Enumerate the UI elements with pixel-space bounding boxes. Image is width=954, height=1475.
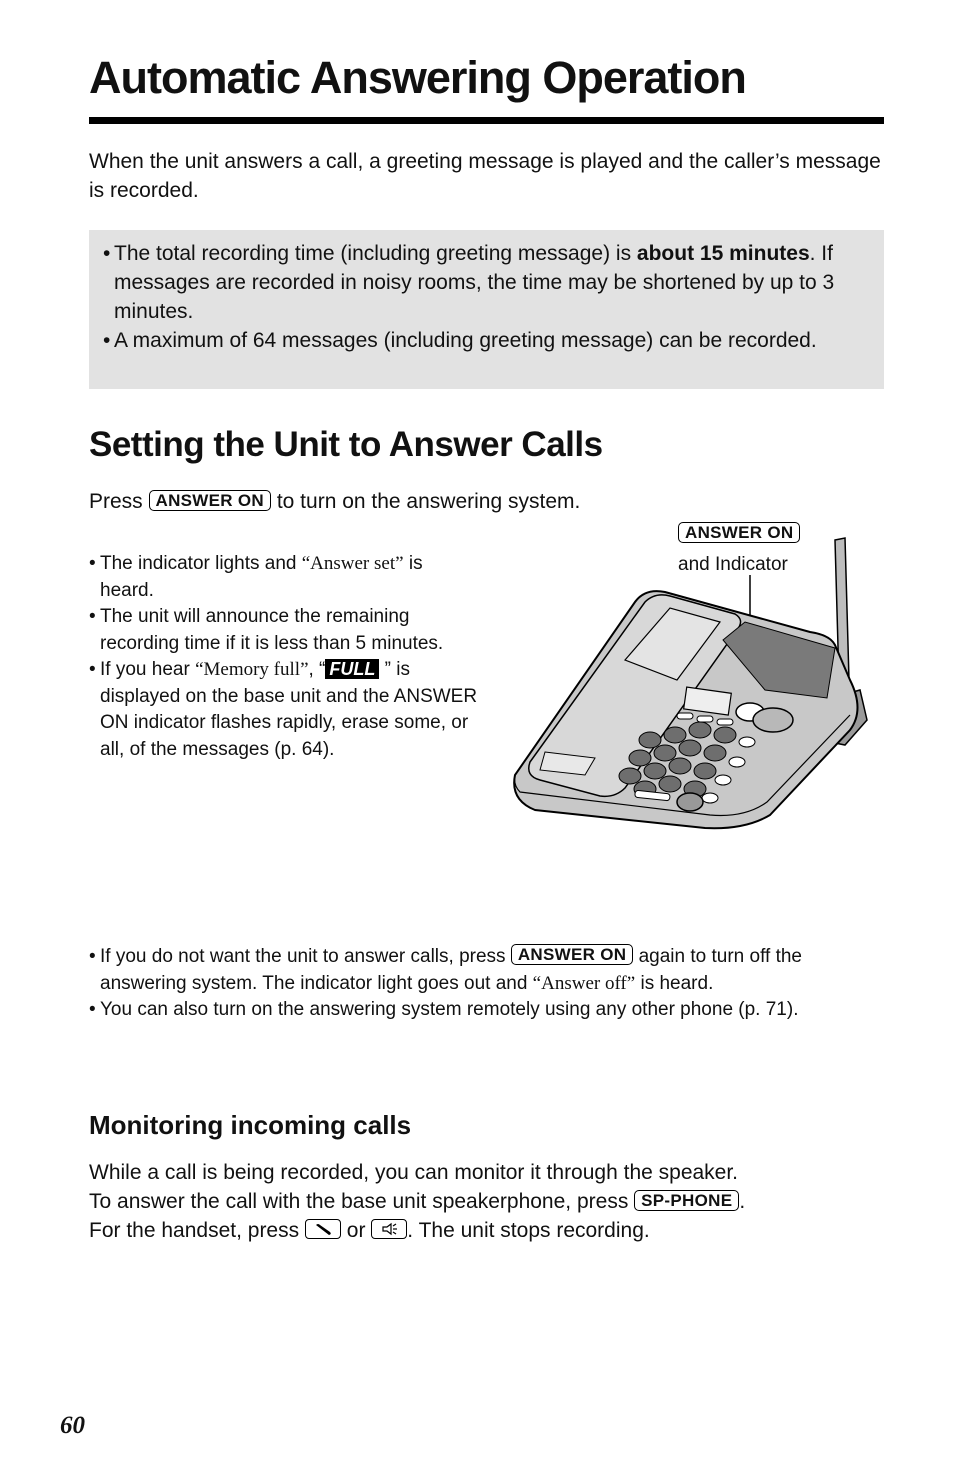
monitor-text: . xyxy=(739,1190,746,1213)
answer-off-bullets xyxy=(89,944,889,1024)
bullet-text: again to turn off the answering system. The indicator light goes out and xyxy=(100,946,802,994)
bullet-icon: • xyxy=(103,242,111,265)
talk-icon xyxy=(305,1219,341,1239)
bullet-text: The unit will announce the remaining recording time if it is less than 5 minutes. xyxy=(100,606,444,654)
bullet-icon: • xyxy=(103,329,111,352)
voice-prompt: “Answer off” xyxy=(532,972,636,994)
intro-paragraph: When the unit answers a call, a greeting message is played and the caller’s message is recorded. xyxy=(89,150,881,202)
callout-label: and Indicator xyxy=(678,554,788,575)
note-text: A maximum of 64 messages (including greeting message) can be recorded. xyxy=(114,329,817,352)
press-text: Press xyxy=(89,490,149,513)
setting-bullets xyxy=(89,551,481,763)
monitor-text: For the handset, press xyxy=(89,1219,305,1242)
note-item xyxy=(103,239,864,326)
list-item xyxy=(89,657,481,763)
bullet-text: The indicator lights and xyxy=(100,553,302,574)
voice-prompt: “Answer set” xyxy=(301,553,404,574)
monitor-text: To answer the call with the base unit speakerphone, press xyxy=(89,1190,635,1213)
phone-base-illustration xyxy=(505,530,880,840)
bullet-text: You can also turn on the answering system remotely using any other phone (p. 71). xyxy=(100,999,799,1020)
list-item xyxy=(89,604,481,657)
note-text: . If messages are recorded in noisy rooms, the time may be shortened by up to 3 minutes. xyxy=(114,242,835,323)
full-display-indicator: FULL xyxy=(325,659,379,679)
bullet-icon: • xyxy=(89,999,96,1020)
press-text: to turn on the answering system. xyxy=(271,490,581,513)
monitor-text: or xyxy=(340,1219,372,1242)
monitoring-paragraph xyxy=(89,1158,889,1245)
monitoring-title: Monitoring incoming calls xyxy=(89,1110,412,1140)
press-instruction xyxy=(89,487,589,516)
answer-on-key: ANSWER ON xyxy=(511,944,633,965)
bullet-icon: • xyxy=(89,659,96,680)
page-number: 60 xyxy=(60,1412,85,1439)
bullet-text: is heard. xyxy=(100,553,423,601)
bullet-text: If you do not want the unit to answer calls, press xyxy=(100,946,511,967)
note-box xyxy=(89,230,884,389)
list-item xyxy=(89,551,481,604)
list-item xyxy=(89,944,889,997)
bullet-icon: • xyxy=(89,946,96,967)
list-item xyxy=(89,997,889,1024)
monitor-line: While a call is being recorded, you can monitor it through the speaker. xyxy=(89,1161,739,1184)
bullet-text: If you hear xyxy=(100,659,196,680)
speakerphone-icon xyxy=(371,1219,407,1239)
bullet-icon: • xyxy=(89,606,96,627)
note-text: The total recording time (including greeting message) is xyxy=(114,242,637,265)
voice-prompt: “Memory full” xyxy=(195,659,309,680)
section-title: Setting the Unit to Answer Calls xyxy=(89,425,603,464)
answer-on-key: ANSWER ON xyxy=(149,490,271,511)
note-emphasis: about 15 minutes xyxy=(636,242,810,265)
bullet-text: , “ xyxy=(308,659,326,680)
answer-on-key: ANSWER ON xyxy=(678,522,800,543)
title-rule xyxy=(89,117,884,124)
bullet-text: ” is displayed on the base unit and the ANSWER ON indicator flashes rapidly, erase some, or all, of the messages (p. 64). xyxy=(100,659,478,760)
monitor-line xyxy=(89,1187,889,1216)
note-item xyxy=(103,326,864,355)
bullet-icon: • xyxy=(89,553,96,574)
monitor-line xyxy=(89,1216,889,1245)
bullet-text: is heard. xyxy=(635,972,714,994)
monitor-text: . The unit stops recording. xyxy=(407,1219,650,1242)
page-title: Automatic Answering Operation xyxy=(89,52,746,103)
sp-phone-key: SP-PHONE xyxy=(634,1190,739,1211)
